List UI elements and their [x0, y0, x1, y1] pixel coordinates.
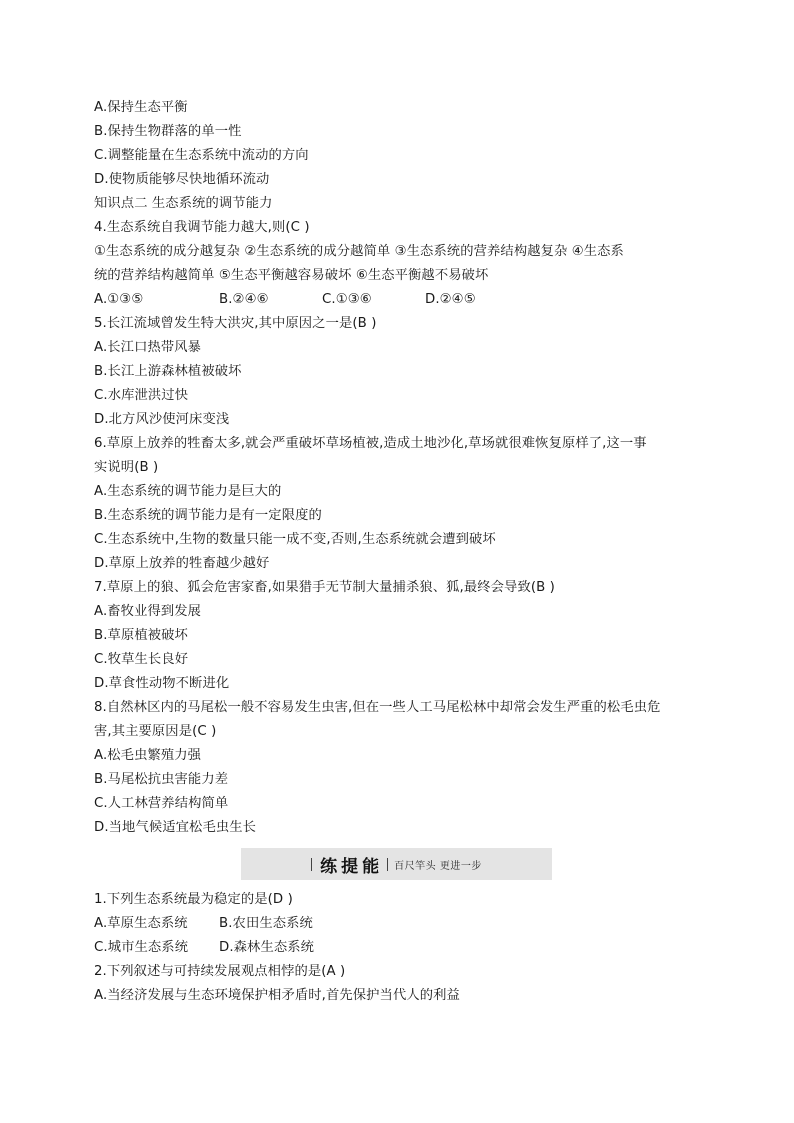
- banner-divider: [387, 858, 388, 871]
- question-1-options-row2: [94, 936, 704, 960]
- option-b: B.农田生态系统: [219, 916, 313, 931]
- option-line: D.草食性动物不断进化: [94, 676, 230, 691]
- question-8: 8.自然林区内的马尾松一般不容易发生虫害,但在一些人工马尾松林中却常会发生严重的松毛虫危: [94, 700, 661, 715]
- option-line: A.松毛虫繁殖力强: [94, 748, 202, 763]
- option-line: C.调整能量在生态系统中流动的方向: [94, 148, 309, 163]
- question-4: 4.生态系统自我调节能力越大,则(C ): [94, 220, 310, 235]
- question-8-cont: 害,其主要原因是(C ): [94, 724, 217, 739]
- option-line: D.草原上放养的牲畜越少越好: [94, 556, 270, 571]
- option-line: A.长江口热带风暴: [94, 340, 202, 355]
- option-line: B.马尾松抗虫害能力差: [94, 772, 229, 787]
- question-4-statements-cont: 统的营养结构越简单 ⑤生态平衡越容易破坏 ⑥生态平衡越不易破坏: [94, 268, 489, 283]
- option-line: A.当经济发展与生态环境保护相矛盾时,首先保护当代人的利益: [94, 988, 460, 1003]
- option-line: C.水库泄洪过快: [94, 388, 189, 403]
- option-c: C.城市生态系统: [94, 940, 189, 955]
- question-1: 1.下列生态系统最为稳定的是(D ): [94, 892, 293, 907]
- option-line: A.保持生态平衡: [94, 100, 188, 115]
- option-line: B.长江上游森林植被破坏: [94, 364, 242, 379]
- option-line: B.保持生物群落的单一性: [94, 124, 242, 139]
- option-a: A.①③⑤: [94, 292, 144, 307]
- option-a: A.草原生态系统: [94, 916, 188, 931]
- banner-divider: [311, 858, 312, 871]
- option-line: C.人工林营养结构简单: [94, 796, 229, 811]
- question-2: 2.下列叙述与可持续发展观点相悖的是(A ): [94, 964, 346, 979]
- option-d: D.森林生态系统: [219, 940, 315, 955]
- question-6: 6.草原上放养的牲畜太多,就会严重破坏草场植被,造成土地沙化,草场就很难恢复原样了,这一事: [94, 436, 647, 451]
- option-line: B.生态系统的调节能力是有一定限度的: [94, 508, 322, 523]
- option-d: D.②④⑤: [425, 292, 476, 307]
- question-block-upper: [94, 96, 704, 840]
- option-b: B.②④⑥: [219, 292, 269, 307]
- option-line: A.生态系统的调节能力是巨大的: [94, 484, 282, 499]
- question-5: 5.长江流域曾发生特大洪灾,其中原因之一是(B ): [94, 316, 377, 331]
- question-1-options-row1: [94, 912, 704, 936]
- section-banner: [241, 848, 552, 880]
- question-4-statements: ①生态系统的成分越复杂 ②生态系统的成分越简单 ③生态系统的营养结构越复杂 ④生态系: [94, 244, 624, 259]
- option-line: B.草原植被破坏: [94, 628, 188, 643]
- option-line: C.牧草生长良好: [94, 652, 189, 667]
- option-line: D.北方风沙使河床变浅: [94, 412, 230, 427]
- question-4-options: [94, 288, 704, 312]
- banner-subtitle: 百尺竿头 更进一步: [394, 860, 482, 872]
- question-6-cont: 实说明(B ): [94, 460, 159, 475]
- option-line: D.使物质能够尽快地循环流动: [94, 172, 270, 187]
- section-heading: 知识点二 生态系统的调节能力: [94, 196, 273, 211]
- option-c: C.①③⑥: [322, 292, 372, 307]
- option-line: D.当地气候适宜松毛虫生长: [94, 820, 257, 835]
- question-block-lower: [94, 888, 704, 1008]
- option-line: C.生态系统中,生物的数量只能一成不变,否则,生态系统就会遭到破坏: [94, 532, 496, 547]
- option-line: A.畜牧业得到发展: [94, 604, 202, 619]
- question-7: 7.草原上的狼、狐会危害家畜,如果猎手无节制大量捕杀狼、狐,最终会导致(B ): [94, 580, 555, 595]
- banner-title: 练提能: [320, 856, 384, 877]
